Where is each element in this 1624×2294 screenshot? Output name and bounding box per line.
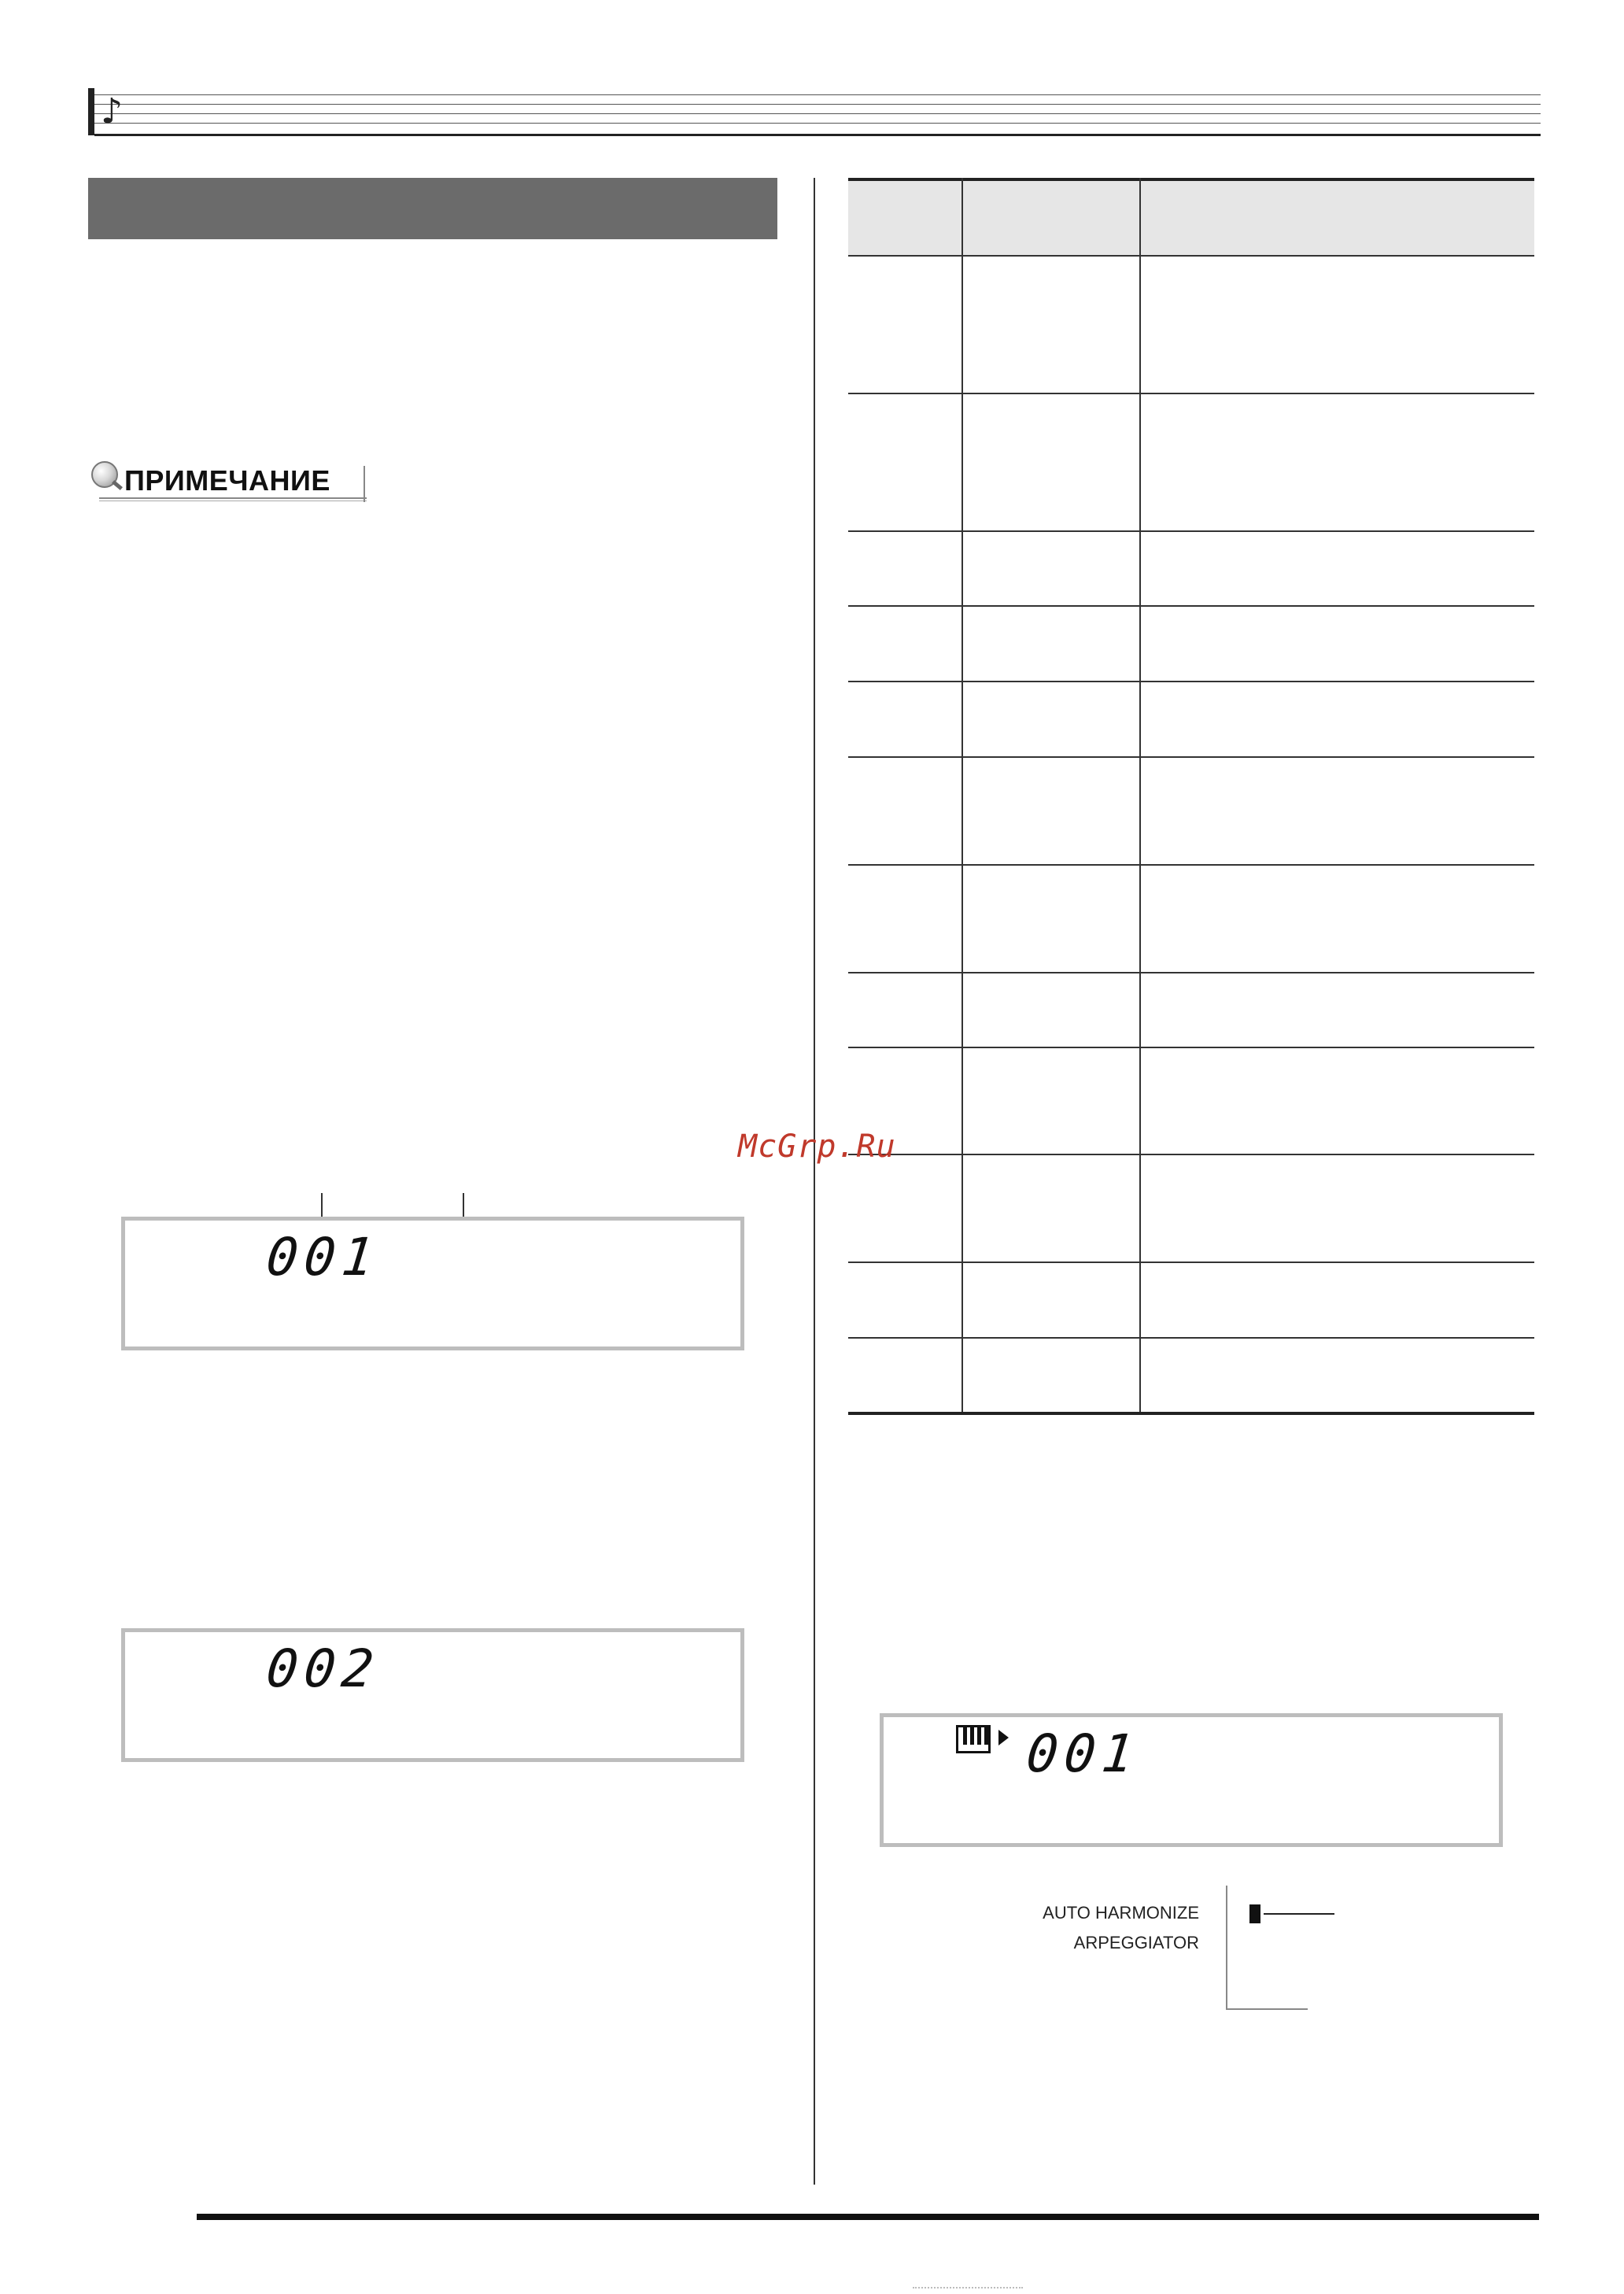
note-label (88, 456, 371, 504)
table-column-divider (1139, 178, 1141, 1413)
staff-line (94, 104, 1541, 105)
section-header-bar (88, 178, 777, 239)
table-row-divider (848, 255, 1534, 257)
table-header-row (848, 181, 1534, 257)
table-row-divider (848, 393, 1534, 394)
note-label-endcap (364, 466, 365, 502)
footer-rule (197, 2214, 1539, 2220)
legend-bracket-bottom (1226, 2008, 1308, 2010)
table-row-divider (848, 1337, 1534, 1339)
lcd-number: 001 (263, 1227, 383, 1287)
table-row-divider (848, 1262, 1534, 1263)
lcd-number: 001 (1023, 1723, 1143, 1784)
lcd-display-1 (121, 1217, 744, 1350)
indicator-lead-line (1264, 1913, 1334, 1915)
magnifier-handle (112, 480, 123, 490)
legend-bracket (1226, 1886, 1227, 2010)
table-row-divider (848, 681, 1534, 682)
watermark: McGrp.Ru (738, 1129, 896, 1165)
table-row-divider (848, 1154, 1534, 1155)
arpeggiator-label: ARPEGGIATOR (1073, 1933, 1199, 1952)
staff-line (94, 113, 1541, 114)
indicator-legend (1023, 1886, 1353, 2011)
staff-line (94, 94, 1541, 95)
keyboard-icon (956, 1725, 991, 1753)
footer-dots (913, 2287, 1023, 2291)
staff-bar (88, 88, 94, 135)
table-column-divider (961, 178, 963, 1413)
column-divider (814, 178, 815, 2185)
lcd-display-2 (121, 1628, 744, 1762)
table-row-divider (848, 756, 1534, 758)
table-row-divider (848, 605, 1534, 607)
table-row-divider (848, 1047, 1534, 1048)
note-icon: ♪ (101, 91, 124, 131)
note-label-underline (99, 497, 367, 499)
lcd-display-3 (880, 1713, 1503, 1847)
table-row-divider (848, 530, 1534, 532)
auto-harmonize-label: AUTO HARMONIZE (1043, 1903, 1199, 1923)
note-label-text: ПРИМЕЧАНИЕ (124, 464, 330, 497)
indicator-square-icon (1249, 1904, 1260, 1923)
staff-bottom-line (94, 134, 1541, 136)
table-row-divider (848, 864, 1534, 866)
header-staff (88, 88, 1541, 139)
lcd-number: 002 (263, 1638, 383, 1699)
table-bottom-rule (848, 1412, 1534, 1415)
staff-line (94, 123, 1541, 124)
table-row-divider (848, 972, 1534, 973)
data-table (848, 178, 1534, 1418)
play-icon (998, 1730, 1009, 1745)
